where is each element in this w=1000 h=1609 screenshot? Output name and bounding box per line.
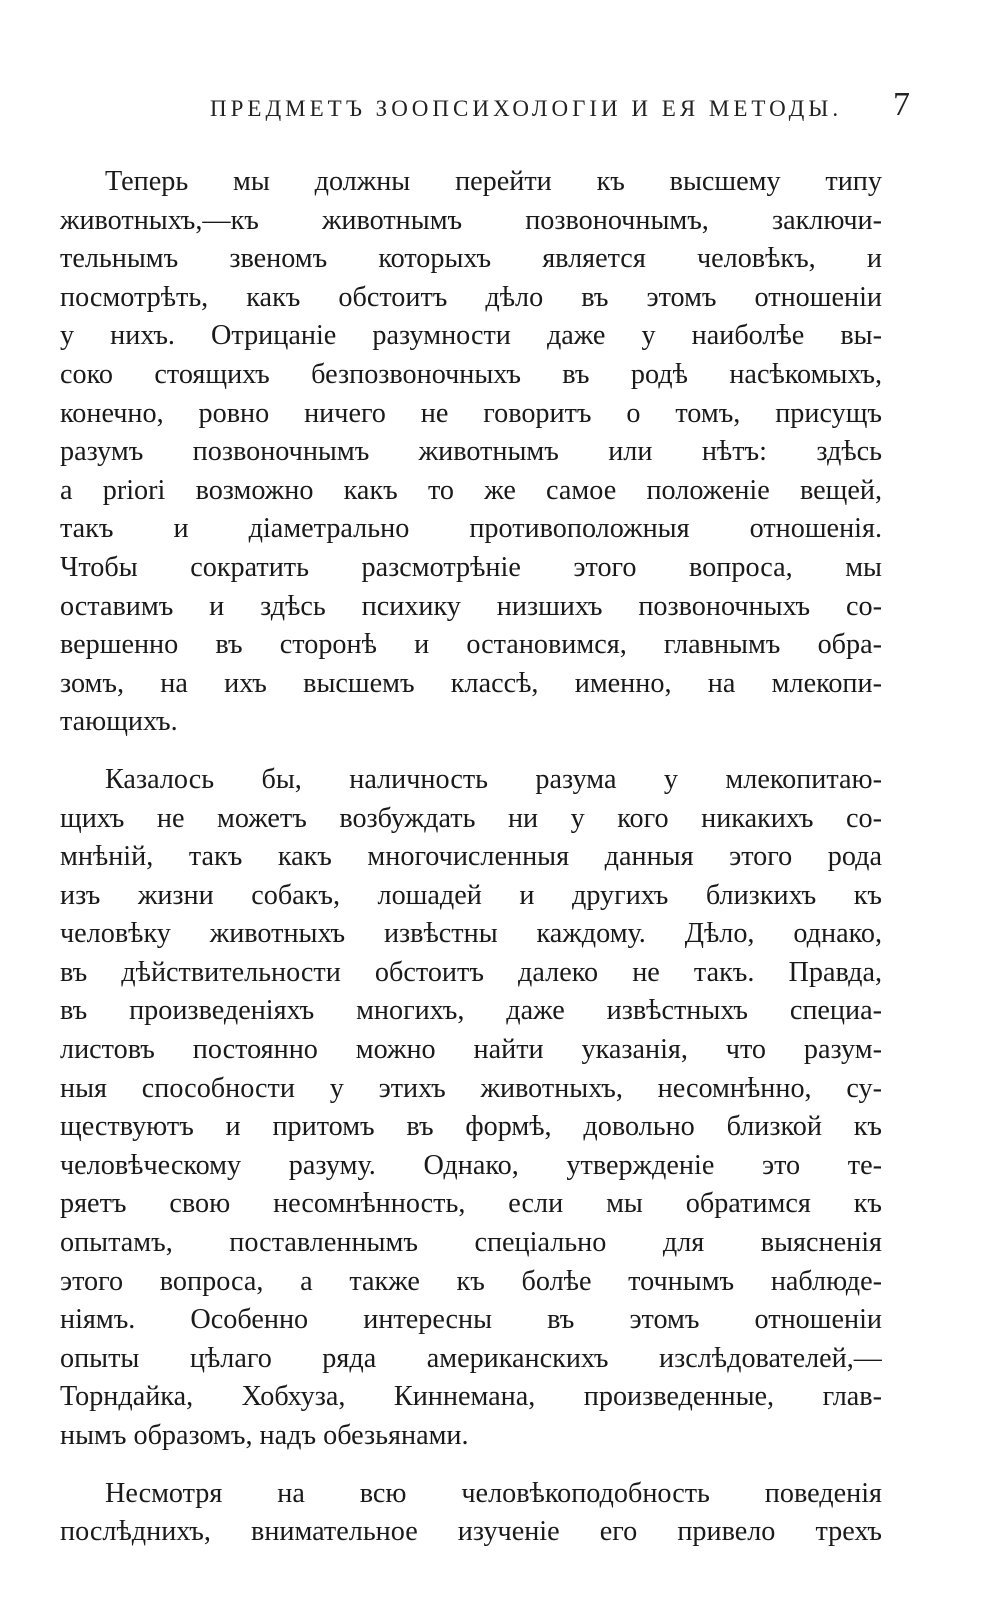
text-line: щихъ не можетъ возбуждать ни у кого никакихъ со- <box>60 802 882 834</box>
text-line: послѣднихъ, внимательное изученіе его привело трехъ <box>60 1516 882 1548</box>
text-line: Торндайка, Хобхуза, Киннемана, произведенные, глав- <box>60 1381 882 1413</box>
text-line: мнѣній, такъ какъ многочисленныя данныя этого рода <box>60 841 882 873</box>
body-text <box>60 163 882 1571</box>
text-line: въ дѣйствительности обстоитъ далеко не такъ. Правда, <box>60 956 882 988</box>
page-number: 7 <box>893 86 910 123</box>
text-line: ществуютъ и притомъ въ формѣ, довольно близкой къ <box>60 1111 882 1143</box>
text-line: Чтобы сократить разсмотрѣніе этого вопроса, мы <box>60 551 882 583</box>
text-line: конечно, ровно ничего не говоритъ о томъ, присущъ <box>60 397 882 429</box>
text-line: a priori возможно какъ то же самое положеніе вещей, <box>60 474 882 506</box>
page-header <box>60 86 940 132</box>
text-line: ряетъ свою несомнѣнность, если мы обратимся къ <box>60 1188 882 1220</box>
text-line: нымъ образомъ, надъ обезьянами. <box>60 1420 469 1451</box>
text-line: разумъ позвоночнымъ животнымъ или нѣтъ: здѣсь <box>60 436 882 468</box>
text-line: вершенно въ сторонѣ и остановимся, главнымъ обра- <box>60 629 882 661</box>
text-line: зомъ, на ихъ высшемъ классѣ, именно, на млекопи- <box>60 667 882 699</box>
text-line: въ произведеніяхъ многихъ, даже извѣстныхъ специа- <box>60 995 882 1027</box>
text-line: у нихъ. Отрицаніе разумности даже у наиболѣе вы- <box>60 320 882 352</box>
text-line: Несмотря на всю человѣкоподобность поведенія <box>105 1477 882 1509</box>
running-head: ПРЕДМЕТЪ ЗООПСИХОЛОГІИ И ЕЯ МЕТОДЫ. <box>210 96 843 121</box>
text-line: Теперь мы должны перейти къ высшему типу <box>105 166 882 197</box>
text-line: этого вопроса, а также къ болѣе точнымъ наблюде- <box>60 1265 882 1297</box>
text-line: опытамъ, поставленнымъ спеціально для выясненія <box>60 1227 882 1259</box>
text-line: тающихъ. <box>60 706 178 738</box>
text-line: посмотрѣть, какъ обстоитъ дѣло въ этомъ отношеніи <box>60 281 882 313</box>
text-line: человѣку животныхъ извѣстны каждому. Дѣло, однако, <box>60 918 882 950</box>
text-line: ныя способности у этихъ животныхъ, несомнѣнно, су- <box>60 1072 882 1104</box>
text-line: такъ и діаметрально противоположныя отношенія. <box>60 513 882 545</box>
text-line: ніямъ. Особенно интересны въ этомъ отношеніи <box>60 1304 882 1336</box>
paragraph <box>60 761 882 1456</box>
text-line: Казалось бы, наличность разума у млекопитаю- <box>105 763 882 795</box>
text-line: животныхъ,—къ животнымъ позвоночнымъ, заключи- <box>60 204 882 236</box>
text-line: листовъ постоянно можно найти указанія, что разум- <box>60 1034 882 1066</box>
text-line: человѣческому разуму. Однако, утвержденіе это те- <box>60 1149 882 1181</box>
text-line: изъ жизни собакъ, лошадей и другихъ близкихъ къ <box>60 879 882 911</box>
paragraph <box>60 163 882 742</box>
paragraph <box>60 1475 882 1552</box>
text-line: соко стоящихъ безпозвоночныхъ въ родѣ насѣкомыхъ, <box>60 358 882 390</box>
text-line: тельнымъ звеномъ которыхъ является человѣкъ, и <box>60 243 882 275</box>
text-line: оставимъ и здѣсь психику низшихъ позвоночныхъ со- <box>60 590 882 622</box>
text-line: опыты цѣлаго ряда американскихъ изслѣдователей,— <box>60 1342 882 1374</box>
